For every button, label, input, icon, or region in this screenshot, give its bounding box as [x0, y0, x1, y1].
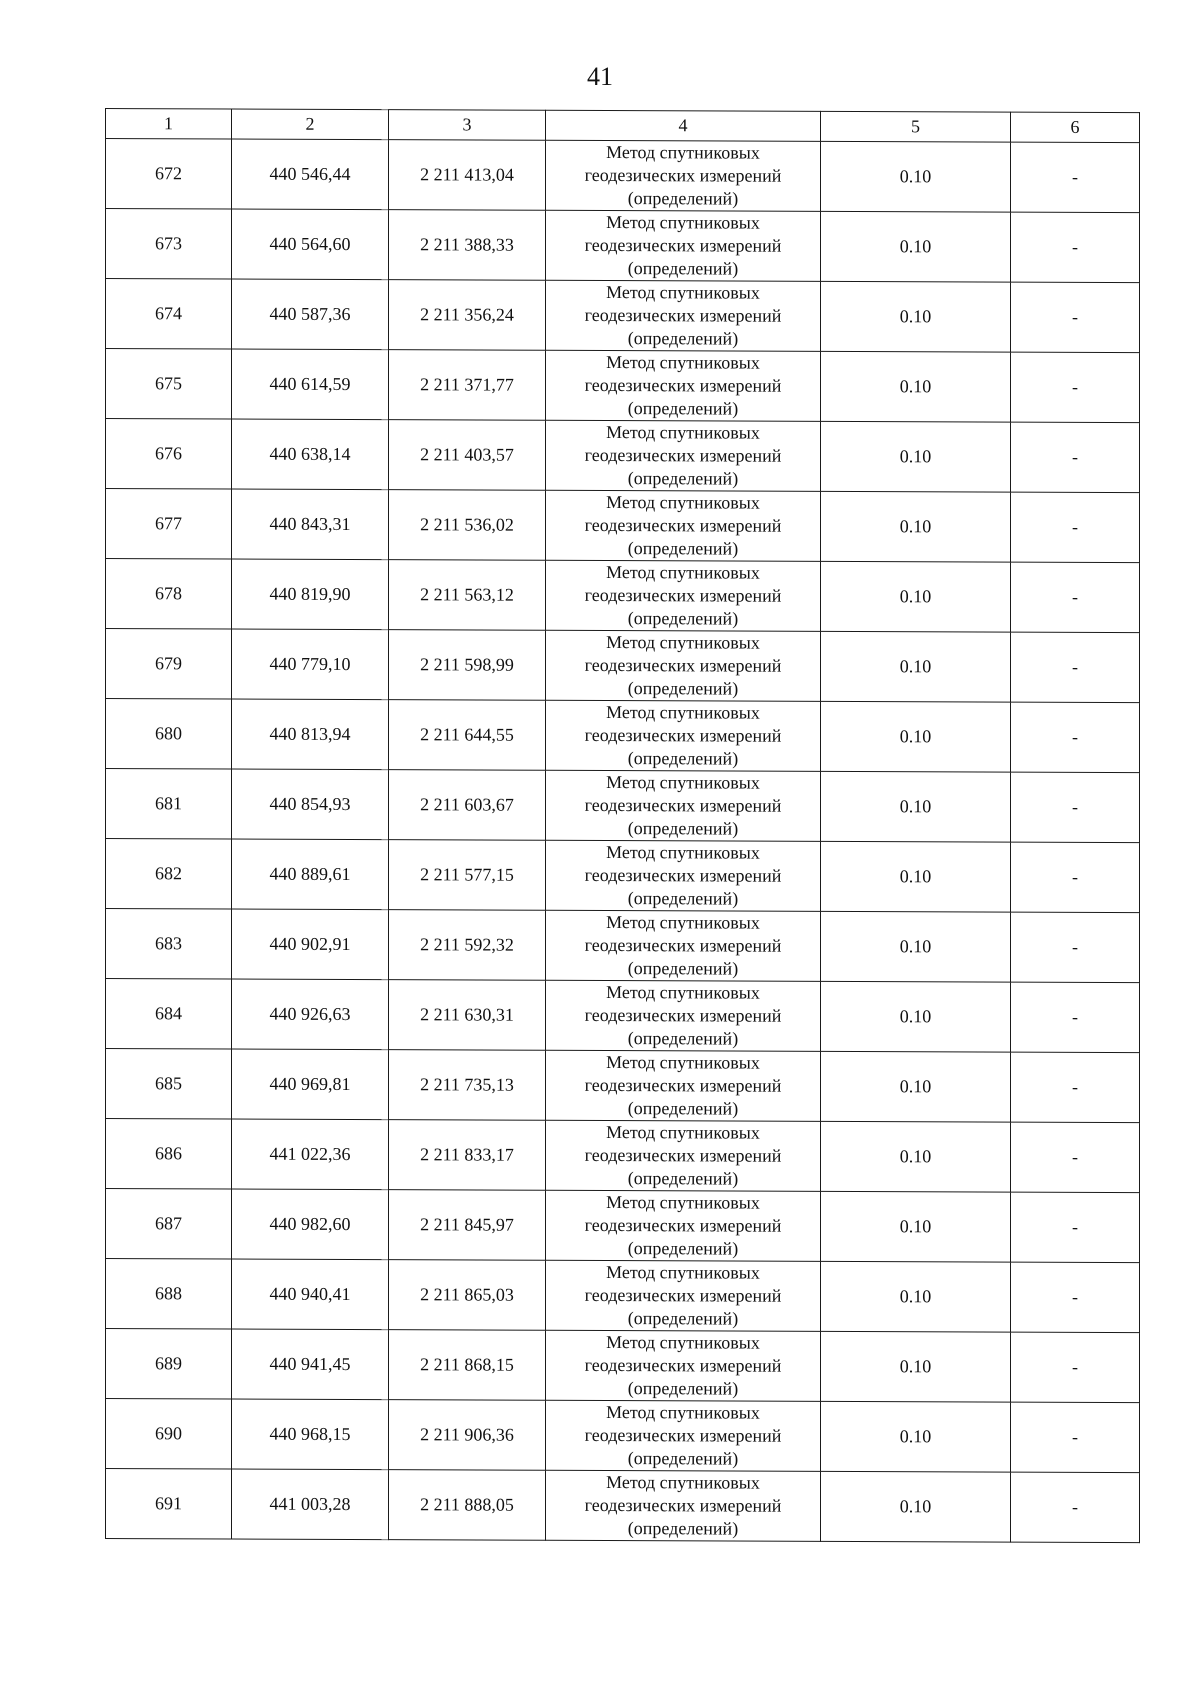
y-coordinate-cell: 2 211 865,03	[389, 1260, 546, 1331]
note-cell: -	[1011, 842, 1140, 913]
note-cell: -	[1011, 702, 1140, 773]
y-coordinate-cell: 2 211 833,17	[389, 1120, 546, 1191]
point-number-cell: 677	[106, 489, 232, 560]
method-cell	[546, 560, 821, 631]
y-coordinate-cell: 2 211 371,77	[389, 350, 546, 421]
method-line: геодезических измерений	[584, 234, 782, 256]
method-line: (определений)	[627, 538, 739, 559]
method-cell	[546, 280, 821, 351]
method-line: (определений)	[627, 818, 739, 839]
point-number-cell: 681	[106, 769, 232, 840]
table-row	[106, 1469, 1140, 1543]
x-coordinate-cell: 440 854,93	[232, 769, 389, 840]
x-coordinate-cell: 441 022,36	[232, 1119, 389, 1190]
method-line: Метод спутниковых	[606, 1052, 760, 1073]
point-number-cell: 689	[106, 1329, 232, 1400]
accuracy-cell: 0.10	[821, 491, 1011, 562]
method-line: Метод спутниковых	[606, 492, 760, 513]
note-cell: -	[1011, 1262, 1140, 1333]
column-header-3: 3	[389, 110, 546, 141]
x-coordinate-cell: 440 889,61	[232, 839, 389, 910]
method-line: (определений)	[627, 1168, 739, 1189]
note-cell: -	[1011, 1122, 1140, 1193]
y-coordinate-cell: 2 211 906,36	[389, 1400, 546, 1471]
method-line: геодезических измерений	[584, 1144, 782, 1166]
method-line: (определений)	[627, 958, 739, 979]
method-line: геодезических измерений	[584, 724, 782, 746]
y-coordinate-cell: 2 211 388,33	[389, 210, 546, 281]
accuracy-cell: 0.10	[821, 421, 1011, 492]
method-line: геодезических измерений	[584, 164, 782, 186]
method-line: геодезических измерений	[584, 794, 782, 816]
method-line: (определений)	[627, 608, 739, 629]
method-line: Метод спутниковых	[606, 1472, 760, 1493]
method-cell	[546, 1470, 821, 1541]
method-line: геодезических измерений	[584, 1354, 782, 1376]
table-row	[106, 559, 1140, 633]
note-cell: -	[1011, 982, 1140, 1053]
accuracy-cell: 0.10	[821, 1051, 1011, 1122]
method-line: геодезических измерений	[584, 1004, 782, 1026]
x-coordinate-cell: 440 813,94	[232, 699, 389, 770]
note-cell: -	[1011, 422, 1140, 493]
method-line: (определений)	[627, 888, 739, 909]
point-number-cell: 678	[106, 559, 232, 630]
note-cell: -	[1011, 1402, 1140, 1473]
y-coordinate-cell: 2 211 403,57	[389, 420, 546, 491]
method-line: Метод спутниковых	[606, 142, 760, 163]
page-number: 41	[587, 62, 613, 91]
table-row	[106, 349, 1140, 423]
table-row	[106, 1399, 1140, 1473]
point-number-cell: 675	[106, 349, 232, 420]
method-line: геодезических измерений	[584, 584, 782, 606]
y-coordinate-cell: 2 211 563,12	[389, 560, 546, 631]
method-cell	[546, 490, 821, 561]
method-line: (определений)	[627, 1028, 739, 1049]
method-line: (определений)	[627, 1308, 739, 1329]
table-row	[106, 629, 1140, 703]
method-line: (определений)	[627, 1448, 739, 1469]
point-number-cell: 685	[106, 1049, 232, 1120]
method-line: геодезических измерений	[584, 1494, 782, 1516]
x-coordinate-cell: 440 968,15	[232, 1399, 389, 1470]
method-line: (определений)	[627, 188, 739, 209]
method-line: Метод спутниковых	[606, 1122, 760, 1143]
accuracy-cell: 0.10	[821, 841, 1011, 912]
accuracy-cell: 0.10	[821, 1331, 1011, 1402]
accuracy-cell: 0.10	[821, 561, 1011, 632]
x-coordinate-cell: 440 819,90	[232, 559, 389, 630]
x-coordinate-cell: 440 587,36	[232, 279, 389, 350]
table-row	[106, 1259, 1140, 1333]
table-row	[106, 839, 1140, 913]
point-number-cell: 673	[106, 209, 232, 280]
x-coordinate-cell: 440 843,31	[232, 489, 389, 560]
point-number-cell: 672	[106, 139, 232, 210]
x-coordinate-cell: 440 779,10	[232, 629, 389, 700]
method-line: Метод спутниковых	[606, 282, 760, 303]
method-line: (определений)	[627, 1518, 739, 1539]
x-coordinate-cell: 440 564,60	[232, 209, 389, 280]
method-cell	[546, 1050, 821, 1121]
accuracy-cell: 0.10	[821, 1401, 1011, 1472]
accuracy-cell: 0.10	[821, 351, 1011, 422]
table-row	[106, 489, 1140, 563]
method-line: Метод спутниковых	[606, 1262, 760, 1283]
accuracy-cell: 0.10	[821, 1471, 1011, 1542]
table-row	[106, 1189, 1140, 1263]
method-line: Метод спутниковых	[606, 1192, 760, 1213]
note-cell: -	[1011, 492, 1140, 563]
note-cell: -	[1011, 1472, 1140, 1543]
note-cell: -	[1011, 1052, 1140, 1123]
method-cell	[546, 1260, 821, 1331]
note-cell: -	[1011, 1332, 1140, 1403]
y-coordinate-cell: 2 211 630,31	[389, 980, 546, 1051]
method-line: (определений)	[627, 328, 739, 349]
column-header-2: 2	[232, 109, 389, 140]
header-row	[106, 109, 1140, 143]
method-cell	[546, 140, 821, 211]
table-row	[106, 909, 1140, 983]
table-row	[106, 419, 1140, 493]
x-coordinate-cell: 440 614,59	[232, 349, 389, 420]
method-line: (определений)	[627, 748, 739, 769]
point-number-cell: 682	[106, 839, 232, 910]
method-line: геодезических измерений	[584, 444, 782, 466]
method-line: Метод спутниковых	[606, 842, 760, 863]
y-coordinate-cell: 2 211 536,02	[389, 490, 546, 561]
x-coordinate-cell: 440 940,41	[232, 1259, 389, 1330]
accuracy-cell: 0.10	[821, 911, 1011, 982]
x-coordinate-cell: 440 941,45	[232, 1329, 389, 1400]
method-line: геодезических измерений	[584, 1284, 782, 1306]
point-number-cell: 690	[106, 1399, 232, 1470]
method-line: (определений)	[627, 1238, 739, 1259]
y-coordinate-cell: 2 211 644,55	[389, 700, 546, 771]
point-number-cell: 683	[106, 909, 232, 980]
coordinates-table	[105, 108, 1140, 1543]
method-cell	[546, 350, 821, 421]
accuracy-cell: 0.10	[821, 771, 1011, 842]
accuracy-cell: 0.10	[821, 281, 1011, 352]
method-cell	[546, 1400, 821, 1471]
method-line: геодезических измерений	[584, 654, 782, 676]
x-coordinate-cell: 441 003,28	[232, 1469, 389, 1540]
method-line: геодезических измерений	[584, 304, 782, 326]
method-line: (определений)	[627, 678, 739, 699]
method-cell	[546, 420, 821, 491]
method-line: Метод спутниковых	[606, 912, 760, 933]
method-line: Метод спутниковых	[606, 702, 760, 723]
accuracy-cell: 0.10	[821, 981, 1011, 1052]
table-row	[106, 1329, 1140, 1403]
point-number-cell: 691	[106, 1469, 232, 1540]
accuracy-cell: 0.10	[821, 1191, 1011, 1262]
method-cell	[546, 1330, 821, 1401]
point-number-cell: 687	[106, 1189, 232, 1260]
y-coordinate-cell: 2 211 735,13	[389, 1050, 546, 1121]
point-number-cell: 676	[106, 419, 232, 490]
note-cell: -	[1011, 772, 1140, 843]
method-line: (определений)	[627, 468, 739, 489]
method-cell	[546, 840, 821, 911]
point-number-cell: 688	[106, 1259, 232, 1330]
note-cell: -	[1011, 282, 1140, 353]
y-coordinate-cell: 2 211 598,99	[389, 630, 546, 701]
method-line: Метод спутниковых	[606, 1402, 760, 1423]
method-line: геодезических измерений	[584, 1424, 782, 1446]
note-cell: -	[1011, 562, 1140, 633]
method-line: Метод спутниковых	[606, 212, 760, 233]
y-coordinate-cell: 2 211 868,15	[389, 1330, 546, 1401]
column-header-1: 1	[106, 109, 232, 140]
accuracy-cell: 0.10	[821, 211, 1011, 282]
table-body	[106, 139, 1140, 1543]
note-cell: -	[1011, 352, 1140, 423]
method-cell	[546, 910, 821, 981]
accuracy-cell: 0.10	[821, 1121, 1011, 1192]
x-coordinate-cell: 440 902,91	[232, 909, 389, 980]
x-coordinate-cell: 440 969,81	[232, 1049, 389, 1120]
y-coordinate-cell: 2 211 413,04	[389, 140, 546, 211]
y-coordinate-cell: 2 211 577,15	[389, 840, 546, 911]
y-coordinate-cell: 2 211 888,05	[389, 1470, 546, 1541]
x-coordinate-cell: 440 982,60	[232, 1189, 389, 1260]
method-line: геодезических измерений	[584, 374, 782, 396]
table-row	[106, 1049, 1140, 1123]
point-number-cell: 674	[106, 279, 232, 350]
table-row	[106, 139, 1140, 213]
table-row	[106, 1119, 1140, 1193]
accuracy-cell: 0.10	[821, 1261, 1011, 1332]
x-coordinate-cell: 440 546,44	[232, 139, 389, 210]
table-row	[106, 279, 1140, 353]
method-cell	[546, 1190, 821, 1261]
method-line: геодезических измерений	[584, 1214, 782, 1236]
y-coordinate-cell: 2 211 603,67	[389, 770, 546, 841]
method-line: геодезических измерений	[584, 864, 782, 886]
note-cell: -	[1011, 142, 1140, 213]
method-line: (определений)	[627, 398, 739, 419]
method-line: геодезических измерений	[584, 934, 782, 956]
method-cell	[546, 700, 821, 771]
method-cell	[546, 630, 821, 701]
point-number-cell: 686	[106, 1119, 232, 1190]
method-line: (определений)	[627, 258, 739, 279]
y-coordinate-cell: 2 211 845,97	[389, 1190, 546, 1261]
method-cell	[546, 770, 821, 841]
point-number-cell: 684	[106, 979, 232, 1050]
column-header-5: 5	[821, 111, 1011, 142]
method-line: геодезических измерений	[584, 1074, 782, 1096]
method-line: Метод спутниковых	[606, 772, 760, 793]
note-cell: -	[1011, 212, 1140, 283]
method-line: геодезических измерений	[584, 514, 782, 536]
accuracy-cell: 0.10	[821, 631, 1011, 702]
method-cell	[546, 1120, 821, 1191]
method-line: (определений)	[627, 1378, 739, 1399]
x-coordinate-cell: 440 638,14	[232, 419, 389, 490]
y-coordinate-cell: 2 211 356,24	[389, 280, 546, 351]
method-cell	[546, 980, 821, 1051]
method-line: Метод спутниковых	[606, 352, 760, 373]
note-cell: -	[1011, 912, 1140, 983]
method-line: Метод спутниковых	[606, 982, 760, 1003]
point-number-cell: 680	[106, 699, 232, 770]
table-row	[106, 209, 1140, 283]
table-row	[106, 769, 1140, 843]
method-line: Метод спутниковых	[606, 562, 760, 583]
method-line: Метод спутниковых	[606, 422, 760, 443]
method-cell	[546, 210, 821, 281]
x-coordinate-cell: 440 926,63	[232, 979, 389, 1050]
accuracy-cell: 0.10	[821, 701, 1011, 772]
accuracy-cell: 0.10	[821, 141, 1011, 212]
note-cell: -	[1011, 1192, 1140, 1263]
table-row	[106, 699, 1140, 773]
column-header-6: 6	[1011, 112, 1140, 143]
point-number-cell: 679	[106, 629, 232, 700]
method-line: Метод спутниковых	[606, 632, 760, 653]
column-header-4: 4	[546, 110, 821, 141]
method-line: Метод спутниковых	[606, 1332, 760, 1353]
y-coordinate-cell: 2 211 592,32	[389, 910, 546, 981]
note-cell: -	[1011, 632, 1140, 703]
table-row	[106, 979, 1140, 1053]
method-line: (определений)	[627, 1098, 739, 1119]
